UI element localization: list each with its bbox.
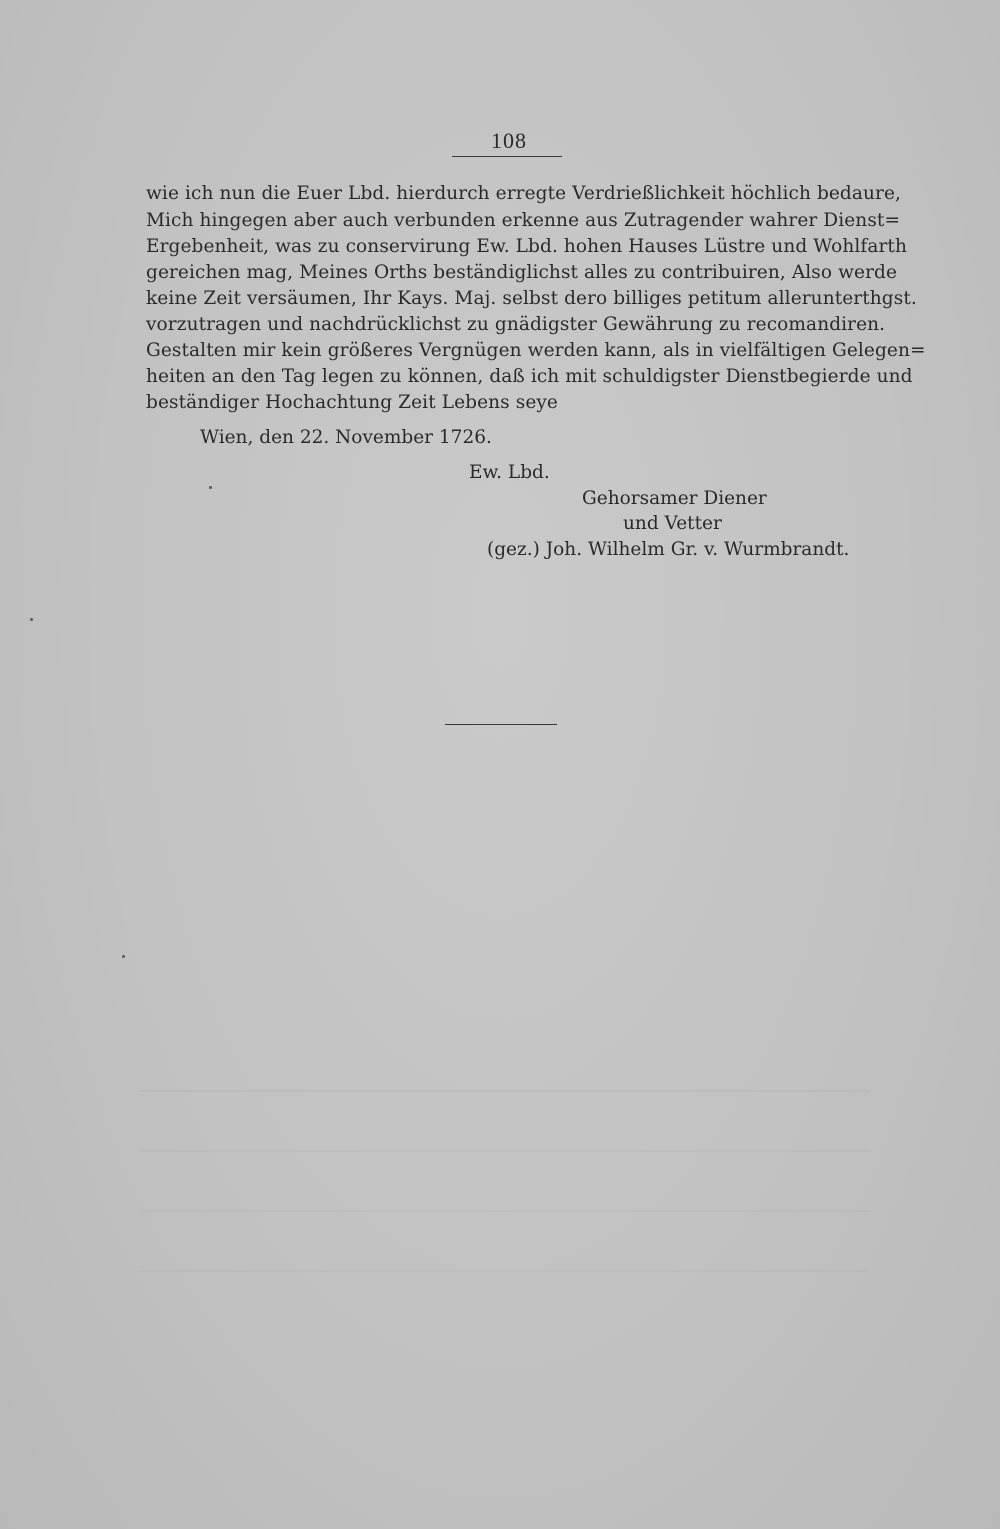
bleed-through-line [140, 1090, 870, 1092]
end-rule [445, 724, 557, 725]
body-line-9: beständiger Hochachtung Zeit Lebens seye [146, 392, 558, 413]
body-line-7: Gestalten mir kein größeres Vergnügen werden kann, als in vielfältigen Gelegen= [146, 340, 926, 361]
body-line-2: Mich hingegen aber auch verbunden erkenne aus Zutragender wahrer Dienst= [146, 210, 901, 231]
body-line-1: wie ich nun die Euer Lbd. hierdurch erregte Verdrießlichkeit höchlich bedaure, [146, 183, 901, 204]
bleed-through-line [140, 1210, 870, 1212]
body-line-4: gereichen mag, Meines Orths beständiglichst alles zu contribuiren, Also werde [146, 262, 898, 283]
body-line-3: Ergebenheit, was zu conservirung Ew. Lbd. hohen Hauses Lüstre und Wohlfarth [146, 236, 907, 257]
paper-speck [30, 618, 33, 621]
closing-line-2: und Vetter [623, 513, 722, 534]
page-number: 108 [491, 128, 527, 153]
body-line-8: heiten an den Tag legen zu können, daß ich mit schuldigster Dienstbegierde und [146, 366, 913, 387]
bleed-through-line [140, 1150, 870, 1152]
closing-salutation: Ew. Lbd. [469, 462, 550, 483]
closing-line-1: Gehorsamer Diener [582, 488, 767, 509]
paper-speck [209, 486, 212, 489]
paper-speck [122, 955, 125, 958]
body-line-5: keine Zeit versäumen, Ihr Kays. Maj. selbst dero billiges petitum allerunterthgst. [146, 288, 917, 309]
bleed-through-line [140, 1270, 870, 1272]
dateline: Wien, den 22. November 1726. [200, 427, 492, 448]
signature: (gez.) Joh. Wilhelm Gr. v. Wurmbrandt. [487, 539, 850, 560]
header-rule [452, 156, 562, 157]
body-line-6: vorzutragen und nachdrücklichst zu gnädigster Gewährung zu recomandiren. [146, 314, 886, 335]
